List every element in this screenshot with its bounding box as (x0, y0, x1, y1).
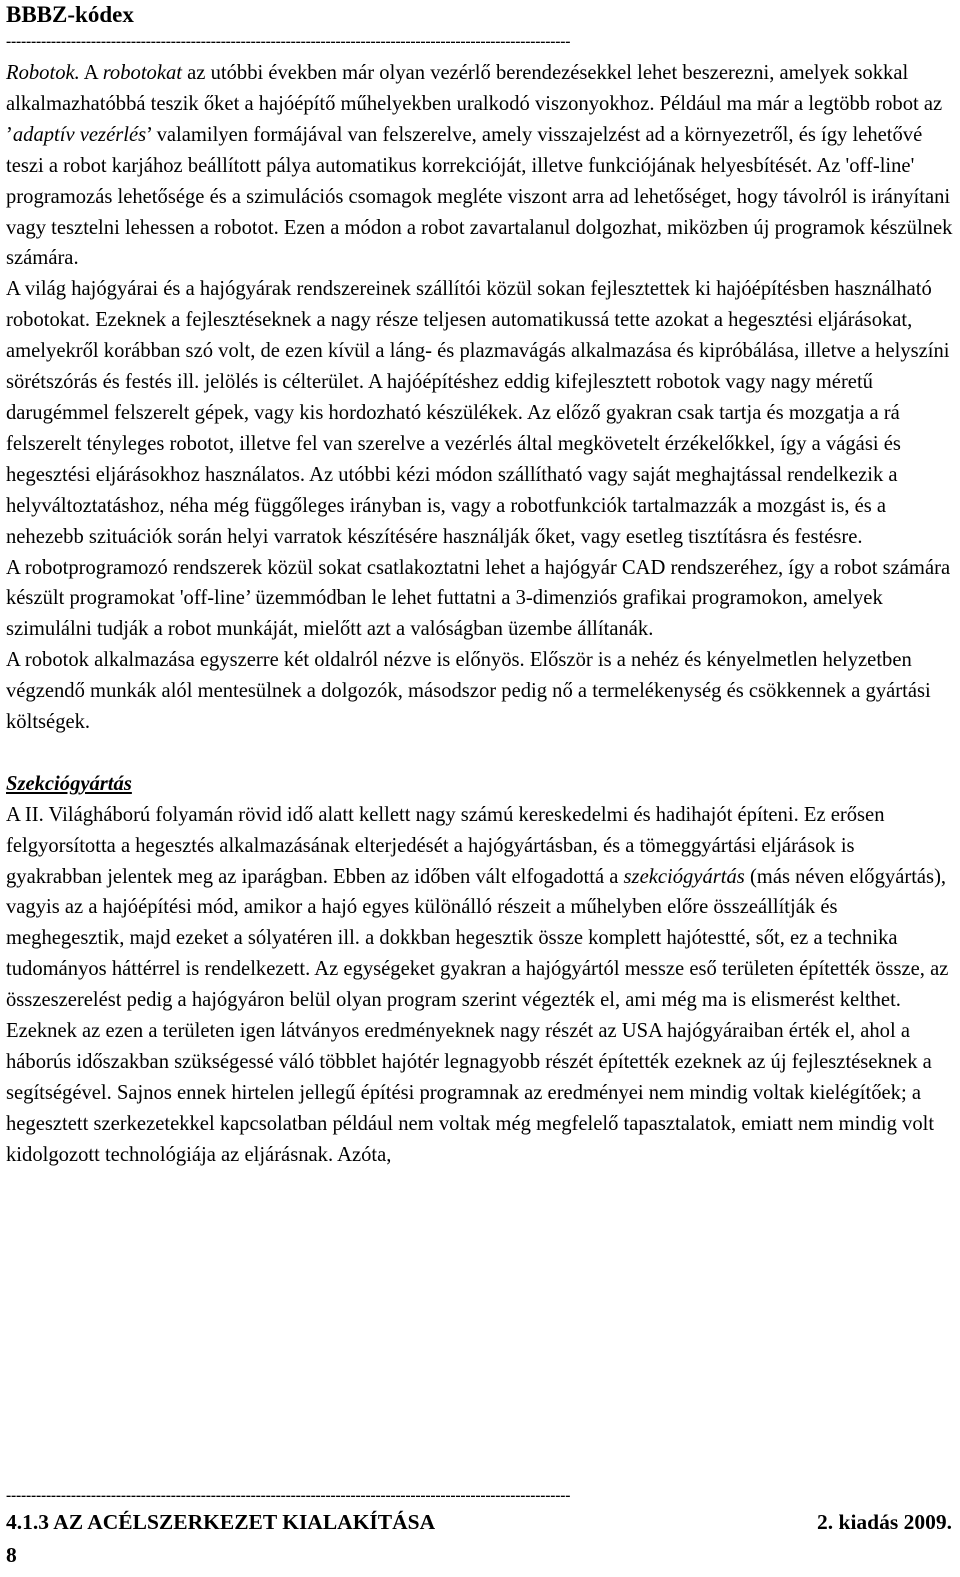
paragraph-robots (6, 58, 954, 274)
section-heading-szekciogyartas: Szekciógyártás (6, 772, 132, 795)
footer-chapter-title: 4.1.3 AZ ACÉLSZERKEZET KIALAKÍTÁSA (6, 1510, 436, 1534)
paragraph-robot-benefits (6, 645, 954, 738)
paragraph-world-shipyards (6, 274, 954, 552)
document-body (6, 58, 954, 1171)
text-run: A robotprogramozó rendszerek közül sokat csatlakoztatni lehet a hajógyár CAD rendszeréhez, így a robot számára készült programokat 'off-line’ üzemmódban le lehet futtatni a 3-dimenziós grafikai programokon, amelyek szimulálni tudják a robot munkáját, mielőtt azt a valóságban üzembe állítanák. (6, 556, 951, 641)
text-run: A II. Világháború folyamán rövid idő alatt kellett nagy számú kereskedelmi és hadihajót építeni. Ez erősen felgyorsította a hegesztés alkalmazásának elterjedését a hajógyártásban, és a tömeggyártási eljárások is gyakrabban jelentek meg az iparágban. Ebben az időben vált elfogadottá a (6, 803, 885, 888)
italic-text: robotokat (102, 62, 183, 84)
section-spacer (6, 738, 954, 769)
text-run: (más néven előgyártás), vagyis az a hajóépítési mód, amikor a hajó egyes különálló részeit a műhelyben előre összeállítják és meghegesztik, majd ezeket a sólyatéren ill. a dokkban hegesztik össze komplett hajótestté, sőt, ez a technika tudományos háttérrel is rendelkezett. Az egységeket gyakran a hajógyártól messze eső területen építették össze, az összeszerelést pedig a hajógyáron belül olyan program szerint végezték el, ami még ma is elismerést kelthet. Ezeknek az ezen a területen igen látványos eredményeknek nagy részét az USA hajógyáraiban érték el, ahol a háborús időszakban szükségessé váló többlet hajótér legnagyobb részét építették ezeknek az új fejlesztéseknek a segítségével. Sajnos ennek hirtelen jellegű építési programnak az eredményei nem mindig voltak kielégítőek; a hegesztett szerkezetekkel kapcsolatban például nem voltak még megfelelő tapasztalatok, emiatt nem mindig volt kidolgozott technológiája az eljárásnak. Azóta, (6, 865, 949, 1166)
italic-text: Robotok. (6, 62, 80, 84)
paragraph-robot-programming (6, 553, 954, 646)
italic-text: adaptív vezérlés (12, 123, 147, 146)
text-run: ’ valamilyen formájával van felszerelve, amely visszajelzést ad a környezetről, és így lehetővé teszi a robot karjához beállított pálya automatikus korrekcióját, illetve funkciójának helyesbítését. Az 'off-line' programozás lehetősége és a szimulációs csomagok megléte viszont arra ad lehetőséget, hogy távolról is irányítani vagy tesztelni lehessen a robotot. Ezen a módon a robot zavartalanul dolgozhat, miközben új programok készülnek számára. (6, 123, 953, 270)
text-run: A világ hajógyárai és a hajógyárak rendszereinek szállítói közül sokan fejlesztettek ki hajóépítésben használható robotokat. Ezeknek a fejlesztéseknek a nagy része teljesen automatikussá tette azokat a hegesztési eljárásokat, amelyekről korábban szó volt, de ezen kívül a láng- és plazmavágás alkalmazása és kipróbálása, illetve a helyszíni sörétszórás és festés ill. jelölés is célterület. A hajóépítéshez eddig kifejlesztett robotok vagy nagy méretű darugémmel felszerelt gépek, vagy kis hordozható készülékek. Az előző gyakran csak tartja és mozgatja a rá felszerelt tényleges robotot, illetve fel van szerelve a vezérlés által megkövetelt érzékelőkkel, így a vágási és hegesztési eljárásokhoz használatos. Az utóbbi kézi módon szállítható vagy saját meghajtással rendelkezik a helyváltoztatáshoz, néha még függőleges irányban is, vagy a robotfunkciók tartalmazzák a mozgást is, és a nehezebb szituációk során helyi varratok készítésére használják őket, vagy esetleg tisztításra és festésre. (6, 278, 950, 548)
text-run: A (79, 62, 103, 84)
footer-rule: ----------------------------------------------------------------------------------------------------------------- (6, 1488, 571, 1504)
paragraph-section-gyartas (6, 800, 954, 1171)
section-title (6, 769, 954, 800)
text-run: az utóbbi években már olyan vezérlő berendezésekkel lehet beszerezni, amelyek sokkal alkalmazhatóbbá teszik őket a hajóépítő műhelyekben uralkodó viszonyokhoz. Például ma már a legtöbb robot az ’ (6, 62, 943, 146)
italic-text: szekciógyártás (623, 865, 745, 888)
text-run: A robotok alkalmazása egyszerre két oldalról nézve is előnyös. Először is a nehéz és kényelmetlen helyzetben végzendő munkák alól mentesülnek a dolgozók, másodszor pedig nő a termelékenység és csökkennek a gyártási költségek. (6, 649, 931, 734)
page-number: 8 (6, 1543, 17, 1567)
header-rule: ----------------------------------------------------------------------------------------------------------------- (6, 34, 571, 50)
header-title: BBBZ-kódex (6, 2, 134, 27)
footer-edition: 2. kiadás 2009. (816, 1510, 952, 1534)
